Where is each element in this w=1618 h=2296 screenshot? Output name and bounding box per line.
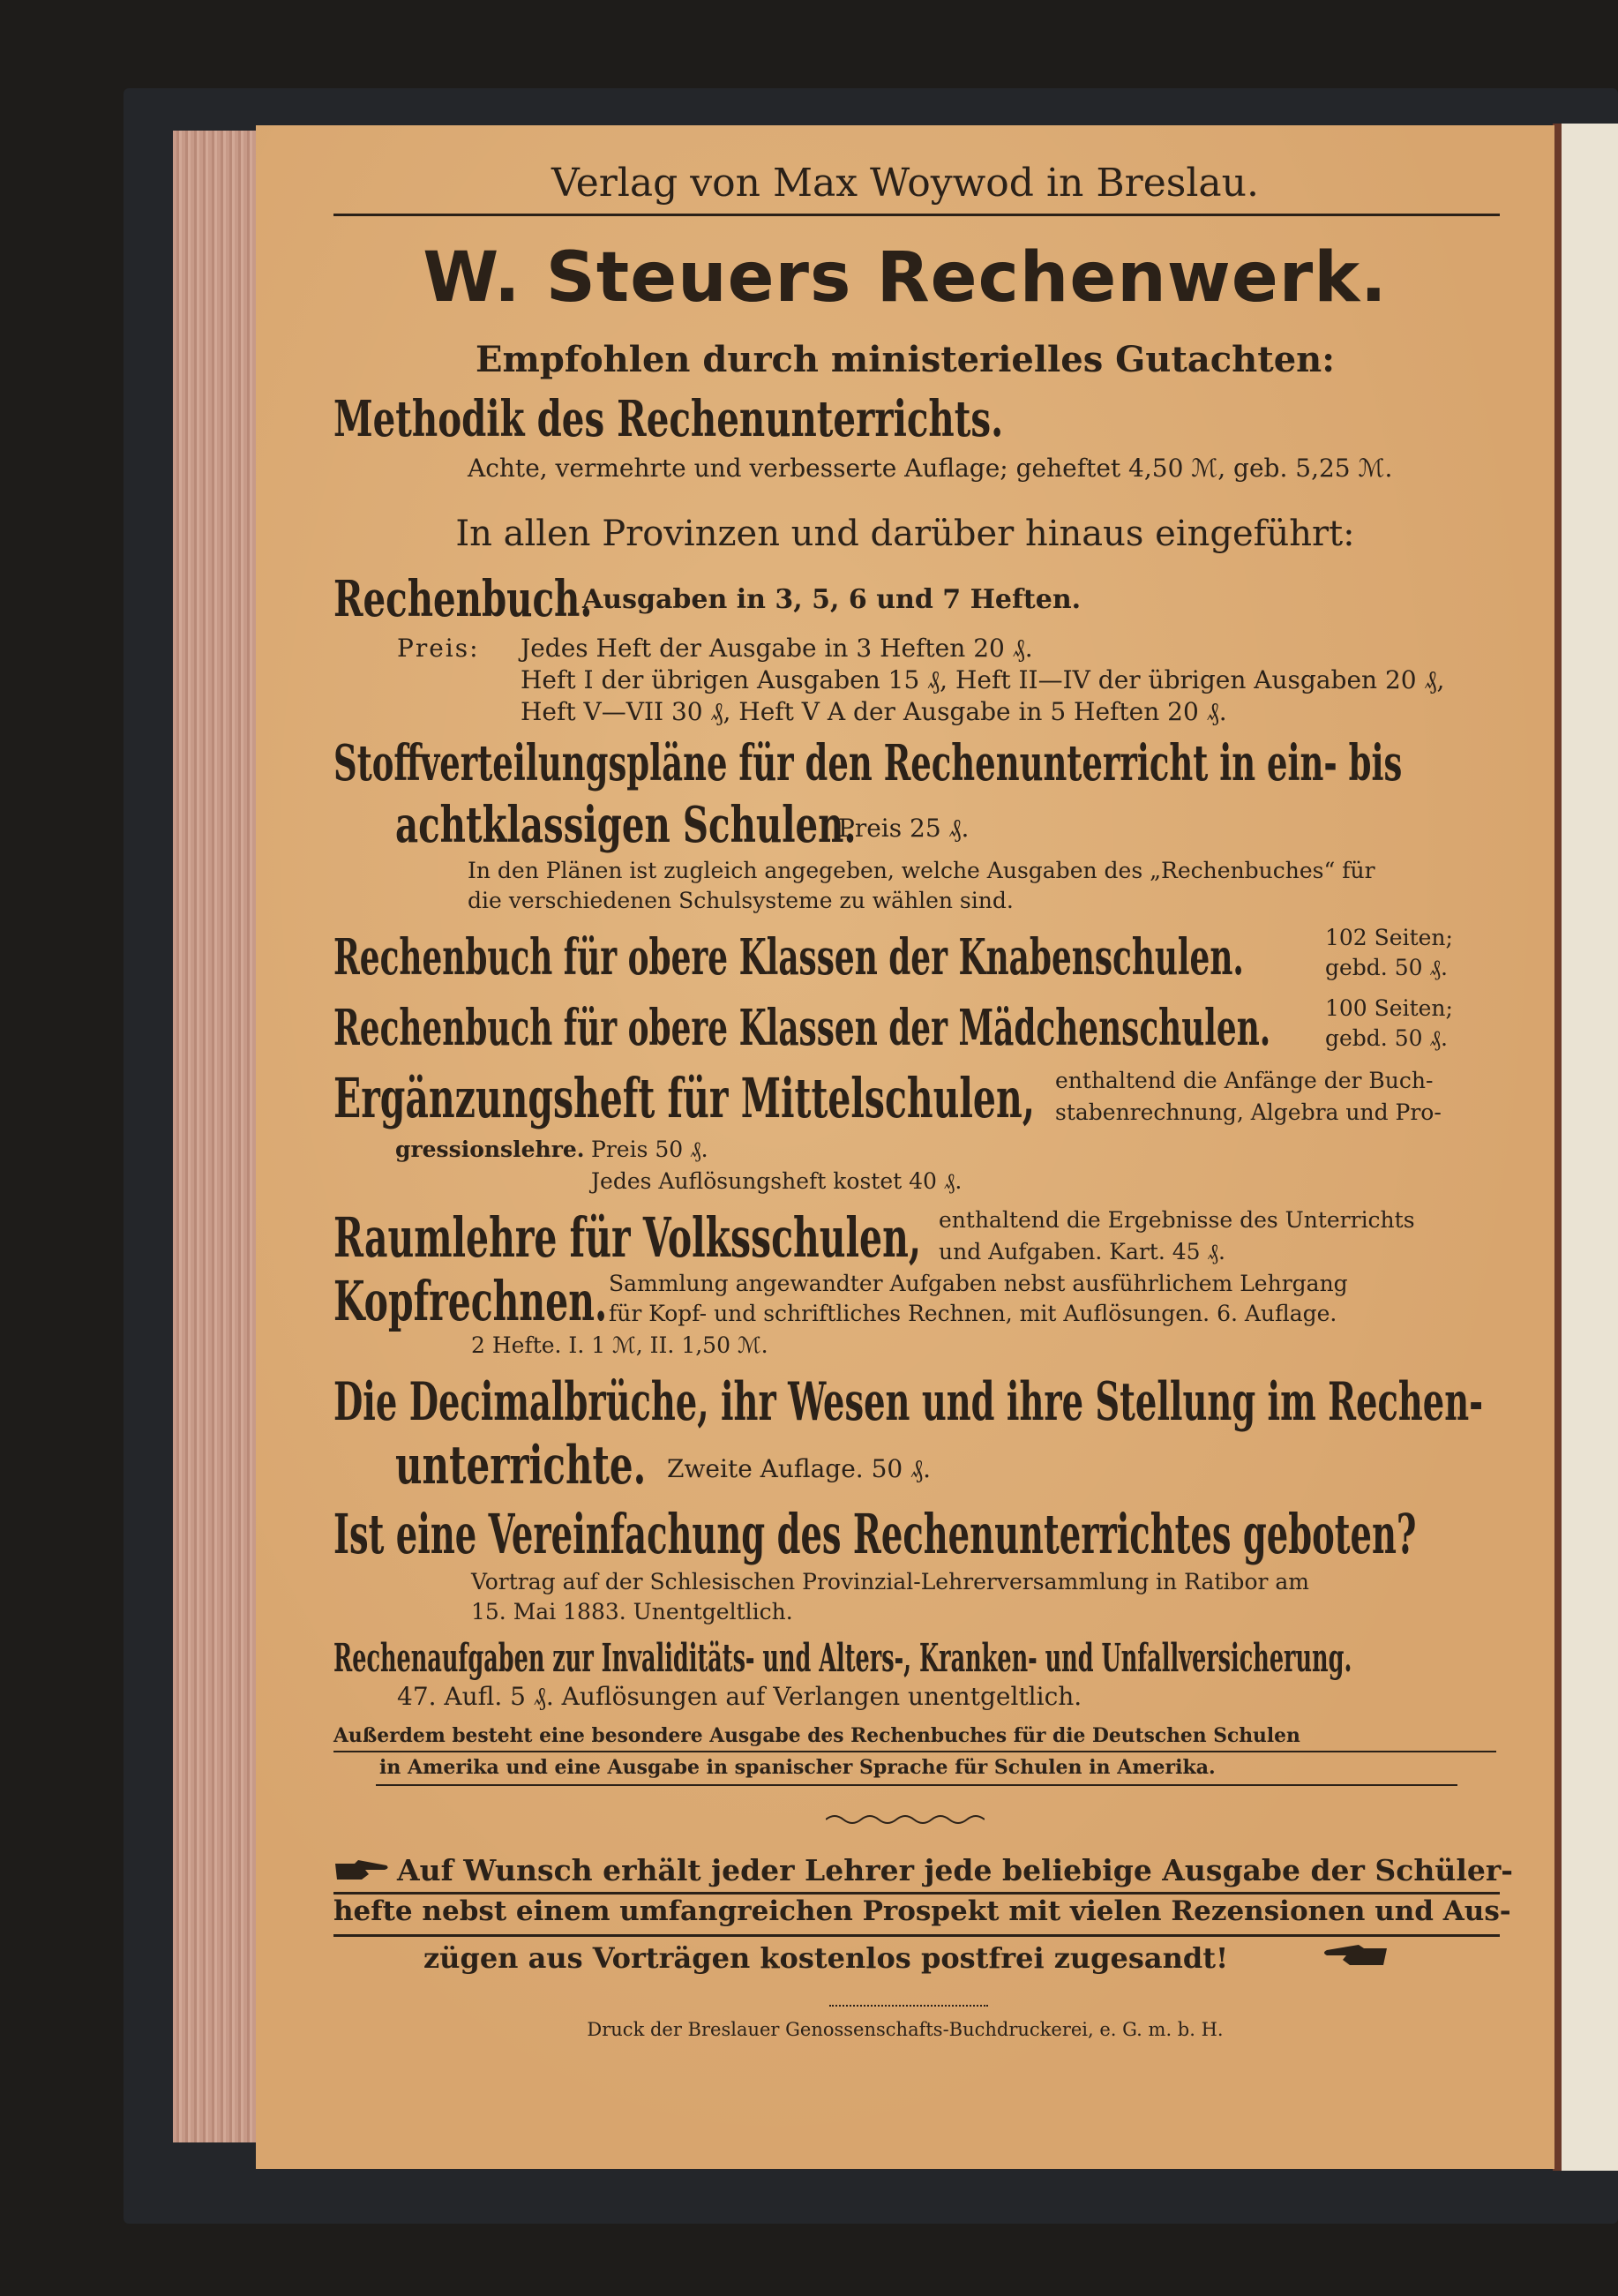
page-edges-left [173,131,258,2142]
offer-rule-1 [333,1892,1500,1895]
price-line-2: Heft I der übrigen Ausgaben 15 ₰, Heft II—IV der übrigen Ausgaben 20 ₰, [521,665,1445,694]
publisher-header: Verlag von Max Woywod in Breslau. [551,161,1259,206]
kopfrechnen-desc-line1: Sammlung angewandter Aufgaben nebst ausführlichem Lehrgang [609,1271,1348,1296]
printer-dots [829,2005,988,2007]
vereinfachung-title: Ist eine Vereinfachung des Rechenunterrichtes geboten? [333,1502,1417,1566]
kopfrechnen-title: Kopfrechnen. [333,1269,608,1333]
america-rule-1 [333,1751,1496,1752]
kopfrechnen-desc-line3: 2 Hefte. I. 1 ℳ, II. 1,50 ℳ. [471,1332,768,1358]
offer-line2: hefte nebst einem umfangreichen Prospekt mit vielen Rezensionen und Aus- [333,1895,1511,1927]
methodik-title: Methodik des Rechenunterrichts. [333,390,1004,448]
offer-line3: zügen aus Vorträgen kostenlos postfrei zugesandt! [423,1941,1229,1975]
rechenbuch-title: Rechenbuch. [333,570,593,628]
page-title: W. Steuers Rechenwerk. [423,238,1388,318]
maedchen-pages: 100 Seiten; [1325,995,1453,1021]
price-label: Preis: [397,634,480,663]
advertisement-page [256,125,1554,2169]
knaben-title: Rechenbuch für obere Klassen der Knabenschulen. [333,928,1244,987]
ergaenzung-title: Ergänzungsheft für Mittelschulen, [333,1066,1035,1130]
stoffverteilung-title-line1: Stoffverteilungspläne für den Rechenunterricht in ein- bis [333,734,1403,792]
stoffverteilung-title-line2: achtklassigen Schulen. [395,796,857,854]
methodik-detail: Achte, vermehrte und verbesserte Auflage; geheftet 4,50 ℳ, geb. 5,25 ℳ. [468,454,1393,483]
pointing-hand-icon [1320,1943,1387,1970]
america-note-line1: Außerdem besteht eine besondere Ausgabe des Rechenbuches für die Deutschen Schulen [333,1724,1300,1747]
knaben-price: gebd. 50 ₰. [1325,955,1448,980]
kopfrechnen-desc-line2: für Kopf- und schriftliches Rechnen, mit Auflösungen. 6. Auflage. [609,1301,1337,1326]
decimal-title-line2: unterrichte. [395,1435,647,1497]
ergaenzung-desc-line3: gressionslehre. [395,1137,585,1162]
rechenbuch-editions: Ausgaben in 3, 5, 6 und 7 Heften. [582,584,1082,615]
knaben-pages: 102 Seiten; [1325,925,1453,950]
offer-line1: Auf Wunsch erhält jeder Lehrer jede beliebige Ausgabe der Schüler- [397,1853,1513,1887]
ornament-divider [826,1812,985,1827]
printer-imprint: Druck der Breslauer Genossenschafts-Buchdruckerei, e. G. m. b. H. [587,2019,1224,2040]
america-rule-2 [376,1784,1457,1786]
price-line-3: Heft V—VII 30 ₰, Heft V A der Ausgabe in 5 Heften 20 ₰. [521,697,1227,726]
vereinfachung-detail-line2: 15. Mai 1883. Unentgeltlich. [471,1599,793,1624]
introduced-heading: In allen Provinzen und darüber hinaus eingeführt: [455,514,1355,554]
recommendation-heading: Empfohlen durch ministerielles Gutachten: [476,339,1335,380]
maedchen-price: gebd. 50 ₰. [1325,1025,1448,1051]
offer-rule-2 [333,1934,1500,1937]
stoffverteilung-note-line1: In den Plänen ist zugleich angegeben, welche Ausgaben des „Rechenbuches“ für [468,858,1375,883]
price-line-1: Jedes Heft der Ausgabe in 3 Heften 20 ₰. [521,634,1033,663]
ergaenzung-desc-line1: enthaltend die Anfänge der Buch- [1055,1068,1434,1093]
header-rule [333,214,1500,216]
decimal-detail: Zweite Auflage. 50 ₰. [667,1454,932,1483]
raumlehre-title: Raumlehre für Volksschulen, [333,1205,922,1270]
maedchen-title: Rechenbuch für obere Klassen der Mädchenschulen. [333,999,1271,1057]
raumlehre-desc-line2: und Aufgaben. Kart. 45 ₰. [939,1239,1225,1264]
ergaenzung-desc-line2: stabenrechnung, Algebra und Pro- [1055,1099,1442,1125]
stoffverteilung-price: Preis 25 ₰. [838,814,970,843]
decimal-title-line1: Die Decimalbrüche, ihr Wesen und ihre Stellung im Rechen- [333,1371,1484,1433]
ergaenzung-price: Preis 50 ₰. [591,1137,708,1162]
rechenaufgaben-detail: 47. Aufl. 5 ₰. Auflösungen auf Verlangen unentgeltlich. [397,1682,1082,1711]
stoffverteilung-note-line2: die verschiedenen Schulsysteme zu wählen sind. [468,888,1014,913]
ergaenzung-solutions: Jedes Auflösungsheft kostet 40 ₰. [591,1168,963,1194]
rechenaufgaben-title: Rechenaufgaben zur Invaliditäts- und Alters-, Kranken- und Unfallversicherung. [333,1636,1352,1681]
raumlehre-desc-line1: enthaltend die Ergebnisse des Unterrichts [939,1207,1415,1233]
vereinfachung-detail-line1: Vortrag auf der Schlesischen Provinzial-Lehrerversammlung in Ratibor am [471,1569,1309,1594]
america-note-line2: in Amerika und eine Ausgabe in spanischer Sprache für Schulen in Amerika. [379,1756,1216,1779]
page-edge-right [1553,124,1618,2171]
pointing-hand-icon [335,1857,390,1887]
